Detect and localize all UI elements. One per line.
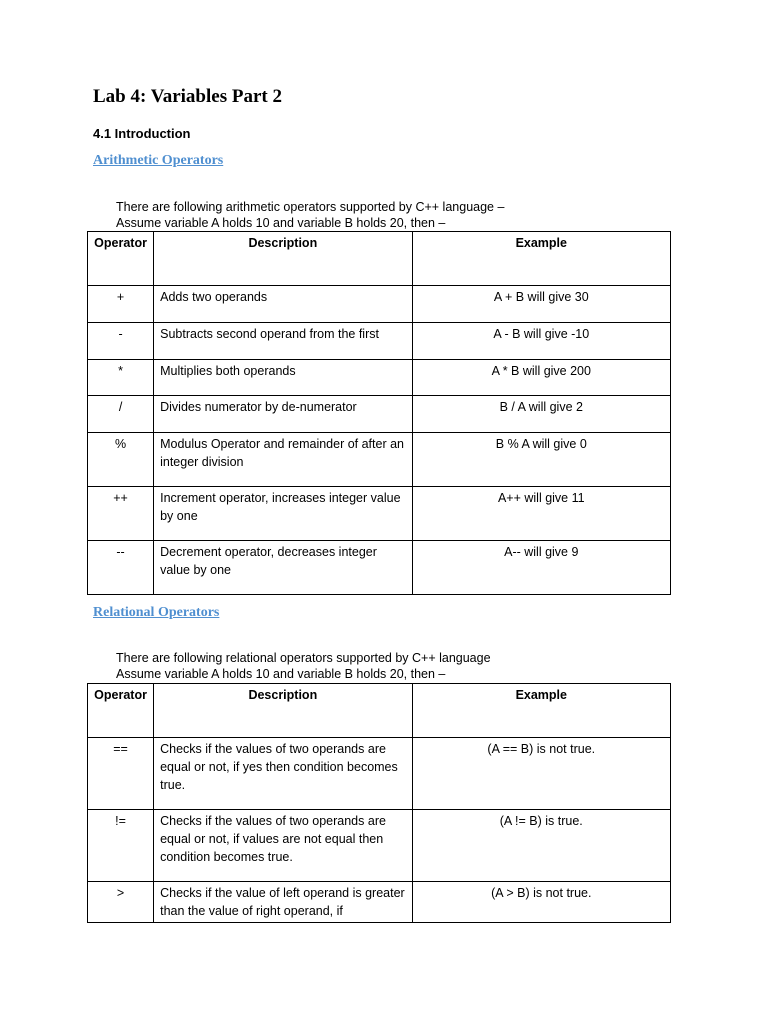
- table-row: [88, 286, 671, 323]
- description-cell: [154, 810, 412, 882]
- lab-title: Lab 4: Variables Part 2: [93, 86, 282, 107]
- description-cell: [154, 882, 412, 923]
- description-cell: [154, 487, 412, 541]
- arithmetic-heading: Arithmetic Operators: [93, 153, 224, 168]
- description-text: , increases integer value by one: [160, 491, 401, 523]
- table-header-row: [88, 232, 671, 286]
- arithmetic-intro-line-2: Assume variable A holds 10 and variable B holds 20, then –: [116, 216, 446, 230]
- description-cell: [154, 738, 412, 810]
- relational-heading: Relational Operators: [93, 605, 220, 620]
- table-header-row: [88, 684, 671, 738]
- example-cell: (A != B) is true.: [412, 810, 670, 882]
- operator-cell: >: [88, 882, 154, 923]
- relational-intro: [116, 650, 491, 682]
- description-term: Decrement operator: [160, 545, 271, 559]
- table-row: [88, 541, 671, 595]
- operator-cell: --: [88, 541, 154, 595]
- arithmetic-intro-line-1: There are following arithmetic operators supported by C++ language –: [116, 200, 505, 214]
- example-cell: (A == B) is not true.: [412, 738, 670, 810]
- description-text: Adds two operands: [160, 290, 268, 304]
- relational-intro-line-1: There are following relational operators supported by C++ language: [116, 651, 491, 665]
- column-header-example: [412, 232, 670, 286]
- column-header-example-label: Example: [515, 236, 567, 250]
- relational-table: [87, 683, 671, 923]
- column-header-description-label: Description: [248, 236, 318, 250]
- operator-cell: ==: [88, 738, 154, 810]
- column-header-operator-label: Operator: [94, 236, 147, 250]
- example-cell: A - B will give -10: [412, 323, 670, 360]
- example-cell: B / A will give 2: [412, 396, 670, 433]
- description-cell: [154, 323, 412, 360]
- operator-cell: +: [88, 286, 154, 323]
- description-cell: [154, 541, 412, 595]
- description-text: Checks if the values of two operands are equal or not, if yes then condition becomes true.: [160, 742, 398, 792]
- operator-cell: !=: [88, 810, 154, 882]
- description-text: Checks if the values of two operands are equal or not, if values are not equal then condition becomes true.: [160, 814, 386, 864]
- description-cell: [154, 286, 412, 323]
- table-row: [88, 323, 671, 360]
- column-header-operator: [88, 684, 154, 738]
- operator-cell: ++: [88, 487, 154, 541]
- description-cell: [154, 360, 412, 396]
- table-row: [88, 487, 671, 541]
- column-header-description: [154, 684, 412, 738]
- example-cell: A++ will give 11: [412, 487, 670, 541]
- example-cell: (A > B) is not true.: [412, 882, 670, 923]
- operator-cell: %: [88, 433, 154, 487]
- table-row: [88, 433, 671, 487]
- operator-cell: /: [88, 396, 154, 433]
- description-text: Divides numerator by de-numerator: [160, 400, 357, 414]
- example-cell: A + B will give 30: [412, 286, 670, 323]
- table-row: [88, 882, 671, 923]
- table-row: [88, 810, 671, 882]
- section-heading: 4.1 Introduction: [93, 126, 191, 141]
- example-cell: A-- will give 9: [412, 541, 670, 595]
- description-text: , decreases integer value by one: [160, 545, 377, 577]
- table-row: [88, 360, 671, 396]
- table-row: [88, 738, 671, 810]
- column-header-description-label: Description: [248, 688, 318, 702]
- operator-cell: *: [88, 360, 154, 396]
- arithmetic-intro: [116, 199, 504, 231]
- operator-cell: -: [88, 323, 154, 360]
- column-header-description: [154, 232, 412, 286]
- description-text: Subtracts second operand from the first: [160, 327, 379, 341]
- description-cell: [154, 433, 412, 487]
- description-text: Modulus Operator and remainder of after an integer division: [160, 437, 404, 469]
- table-row: [88, 396, 671, 433]
- description-text: Checks if the value of left operand is greater than the value of right operand, if: [160, 886, 405, 918]
- description-text: Multiplies both operands: [160, 364, 296, 378]
- relational-intro-line-2: Assume variable A holds 10 and variable B holds 20, then –: [116, 667, 446, 681]
- column-header-operator-label: Operator: [94, 688, 147, 702]
- column-header-example-label: Example: [515, 688, 567, 702]
- description-cell: [154, 396, 412, 433]
- example-cell: A * B will give 200: [412, 360, 670, 396]
- example-cell: B % A will give 0: [412, 433, 670, 487]
- column-header-operator: [88, 232, 154, 286]
- description-term: Increment operator: [160, 491, 266, 505]
- column-header-example: [412, 684, 670, 738]
- arithmetic-table: [87, 231, 671, 595]
